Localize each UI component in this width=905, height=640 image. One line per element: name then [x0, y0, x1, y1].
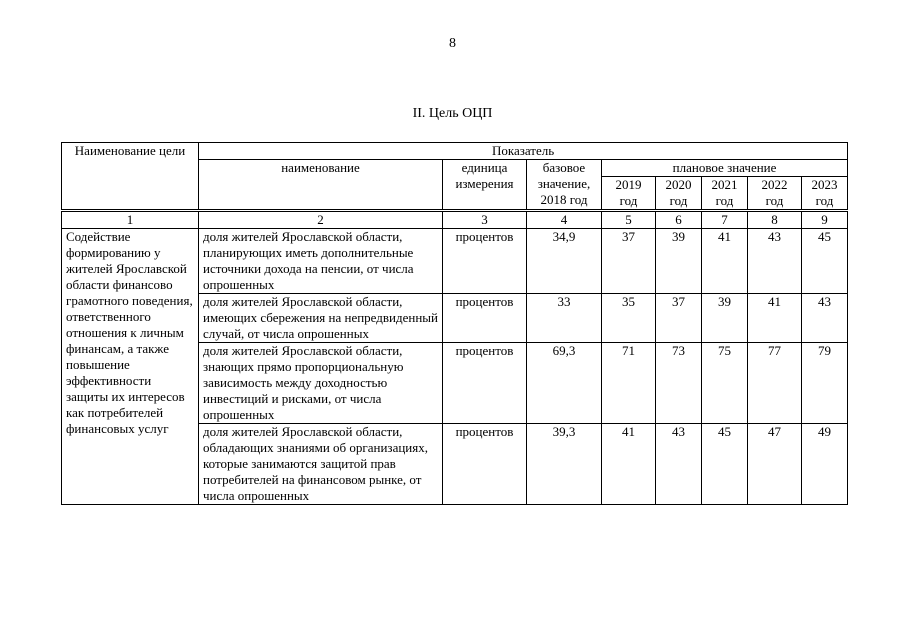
header-base-value: базовое значение, 2018 год: [527, 160, 602, 211]
indicator-unit: процентов: [443, 343, 527, 424]
header-goal-name: Наименование цели: [62, 143, 199, 211]
column-number: 9: [802, 211, 848, 229]
column-number: 3: [443, 211, 527, 229]
column-number: 2: [199, 211, 443, 229]
planned-value: 77: [748, 343, 802, 424]
year-number: 2019: [615, 177, 642, 192]
column-number: 1: [62, 211, 199, 229]
indicator-name: доля жителей Ярославской области, имеющих сбережения на непредвиденный случай, от числа опрошенных: [199, 294, 443, 343]
planned-value: 35: [602, 294, 656, 343]
goal-cell: Содействие формированию у жителей Ярославской области финансово грамотного поведения, ответственного отношения к личным финансам, а также повышение эффективности защиты их интересов как потребителей финансовых услуг: [62, 229, 199, 505]
planned-value: 47: [748, 424, 802, 505]
year-number: 2022: [761, 177, 788, 192]
planned-value: 71: [602, 343, 656, 424]
planned-value: 41: [748, 294, 802, 343]
header-year-2019: [602, 177, 656, 211]
header-unit: единица измерения: [443, 160, 527, 211]
indicator-unit: процентов: [443, 294, 527, 343]
planned-value: 79: [802, 343, 848, 424]
planned-value: 37: [656, 294, 702, 343]
planned-value: 39: [656, 229, 702, 294]
header-year-2021: [702, 177, 748, 211]
base-value: 34,9: [527, 229, 602, 294]
year-suffix: год: [765, 193, 784, 208]
column-number: 6: [656, 211, 702, 229]
base-value: 39,3: [527, 424, 602, 505]
planned-value: 75: [702, 343, 748, 424]
header-indicator: Показатель: [199, 143, 848, 160]
year-suffix: год: [619, 193, 638, 208]
header-year-2023: [802, 177, 848, 211]
header-year-2022: [748, 177, 802, 211]
planned-value: 41: [602, 424, 656, 505]
section-title: II. Цель ОЦП: [412, 106, 493, 121]
year-suffix: год: [815, 193, 834, 208]
planned-value: 43: [748, 229, 802, 294]
column-numbers-row: [62, 211, 848, 229]
column-number: 5: [602, 211, 656, 229]
header-row-1: [62, 143, 848, 160]
header-year-2020: [656, 177, 702, 211]
planned-value: 49: [802, 424, 848, 505]
planned-value: 73: [656, 343, 702, 424]
column-number: 7: [702, 211, 748, 229]
planned-value: 45: [802, 229, 848, 294]
indicator-name: доля жителей Ярославской области, знающих прямо пропорциональную зависимость между доходностью инвестиций и рисками, от числа опрошенных: [199, 343, 443, 424]
column-number: 4: [527, 211, 602, 229]
indicator-unit: процентов: [443, 424, 527, 505]
page-number: 8: [449, 36, 456, 51]
header-planned-value: плановое значение: [602, 160, 848, 177]
planned-value: 45: [702, 424, 748, 505]
year-number: 2023: [811, 177, 838, 192]
indicator-name: доля жителей Ярославской области, планирующих иметь дополнительные источники дохода на пенсии, от числа опрошенных: [199, 229, 443, 294]
indicator-unit: процентов: [443, 229, 527, 294]
indicator-name: доля жителей Ярославской области, обладающих знаниями об организациях, которые занимаются защитой прав потребителей на финансовом рынке, от числа опрошенных: [199, 424, 443, 505]
planned-value: 43: [802, 294, 848, 343]
base-value: 33: [527, 294, 602, 343]
year-suffix: год: [669, 193, 688, 208]
year-number: 2020: [665, 177, 692, 192]
goal-indicators-table: [61, 142, 848, 505]
planned-value: 39: [702, 294, 748, 343]
planned-value: 41: [702, 229, 748, 294]
base-value: 69,3: [527, 343, 602, 424]
year-number: 2021: [711, 177, 738, 192]
header-name: наименование: [199, 160, 443, 211]
year-suffix: год: [715, 193, 734, 208]
planned-value: 43: [656, 424, 702, 505]
planned-value: 37: [602, 229, 656, 294]
table-row: [62, 229, 848, 294]
column-number: 8: [748, 211, 802, 229]
